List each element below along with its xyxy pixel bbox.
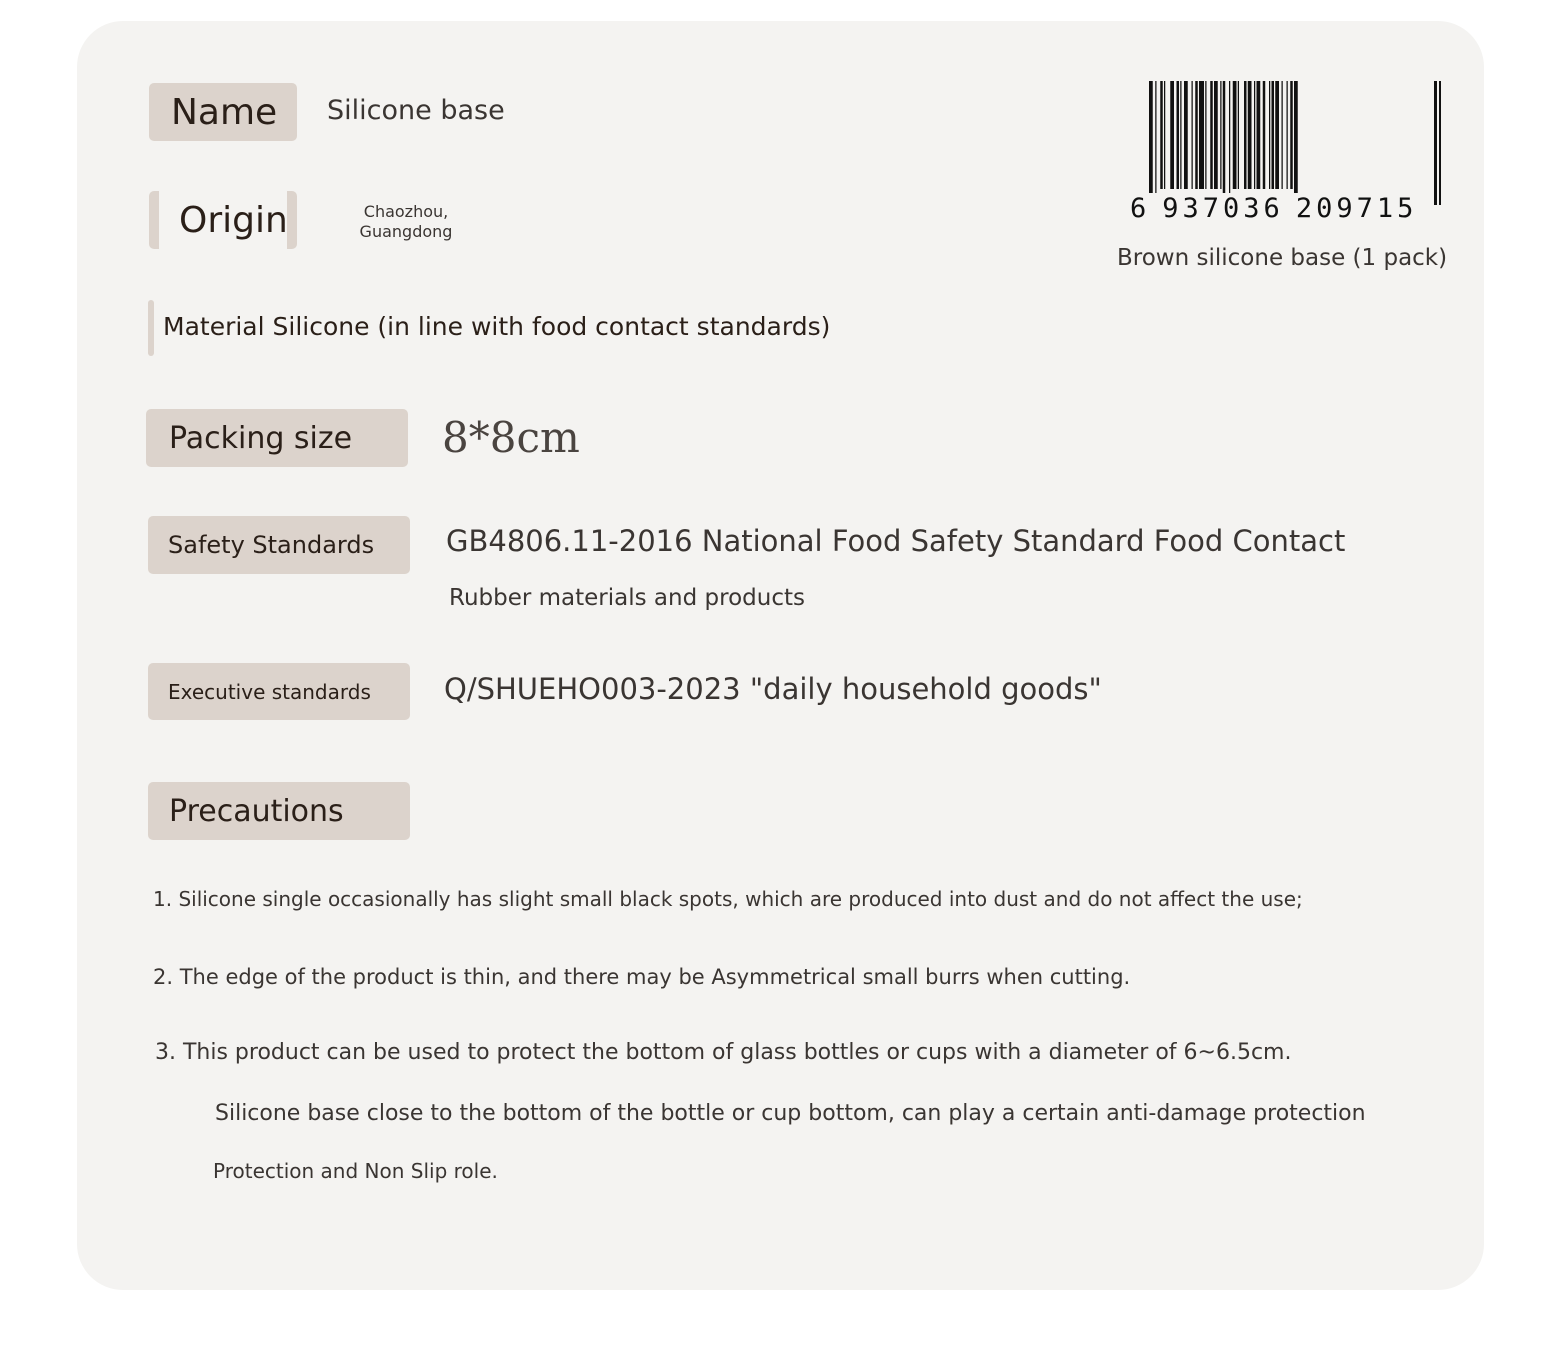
barcode-digits-group2: 209715 (1295, 193, 1418, 224)
barcode-bar (1192, 81, 1193, 189)
precaution-item-1: 1. Silicone single occasionally has slight small black spots, which are produced into dust and do not affect the use; (153, 887, 1303, 911)
origin-value (350, 202, 462, 242)
barcode-bar (1149, 81, 1153, 205)
barcode-bar (1244, 81, 1247, 189)
barcode-bar (1434, 81, 1437, 205)
barcode-bar (1223, 81, 1226, 205)
origin-label (149, 191, 297, 249)
barcode-bar (1294, 81, 1298, 205)
material-accent (148, 300, 154, 356)
barcode-bar (1184, 81, 1188, 189)
origin-label-text: Origin (179, 199, 288, 241)
name-value: Silicone base (327, 95, 505, 126)
executive-label-text: Executive standards (168, 679, 371, 704)
barcode-bar (1155, 81, 1156, 205)
executive-value: Q/SHUEHO003-2023 "daily household goods" (444, 672, 1102, 706)
barcode-bar (1238, 81, 1239, 189)
barcode-bar (1275, 81, 1279, 189)
barcode-bar (1254, 81, 1255, 189)
barcode-bar (1269, 81, 1270, 189)
precaution-item-3-continued: Silicone base close to the bottom of the bottle or cup bottom, can play a certain anti-damage protection (215, 1101, 1366, 1126)
barcode-bar (1195, 81, 1198, 189)
name-label-text: Name (171, 91, 278, 133)
barcode-bar (1170, 81, 1174, 189)
material-text: Material Silicone (in line with food contact standards) (163, 312, 831, 341)
precautions-label (148, 782, 410, 840)
safety-label (148, 516, 410, 574)
barcode-bar (1233, 81, 1237, 189)
barcode-bar (1199, 81, 1204, 189)
barcode-digits-group1: 937036 (1162, 193, 1284, 224)
barcode-digit-first: 6 (1130, 193, 1151, 224)
safety-label-text: Safety Standards (168, 531, 375, 559)
origin-value-line1: Chaozhou, (363, 202, 449, 221)
origin-value-line2: Guangdong (359, 222, 453, 241)
packing-value: 8*8cm (442, 413, 580, 462)
barcode-bar (1439, 81, 1441, 205)
safety-value-line1: GB4806.11-2016 National Food Safety Standard Food Contact (446, 524, 1346, 558)
barcode-bar (1257, 81, 1261, 189)
barcode-bar (1177, 81, 1180, 189)
barcode-bar (1287, 81, 1288, 189)
barcode-icon (1147, 81, 1443, 207)
packing-label (146, 409, 408, 467)
barcode-bar (1282, 81, 1283, 189)
barcode-bar (1160, 81, 1163, 189)
safety-value-line2: Rubber materials and products (449, 585, 805, 611)
barcode-bar (1290, 81, 1293, 189)
barcode-bar (1272, 81, 1275, 189)
barcode-bar (1220, 81, 1221, 189)
barcode-bar (1248, 81, 1252, 189)
executive-label (148, 663, 410, 720)
precaution-item-3-continued-2: Protection and Non Slip role. (213, 1159, 498, 1183)
barcode-bar (1180, 81, 1181, 189)
barcode-caption: Brown silicone base (1 pack) (1117, 245, 1448, 271)
barcode-bar (1164, 81, 1165, 189)
barcode-bar (1210, 81, 1213, 189)
precaution-item-2: 2. The edge of the product is thin, and there may be Asymmetrical small burrs when cutting. (153, 965, 1131, 989)
barcode-bar (1229, 81, 1230, 205)
precautions-label-text: Precautions (169, 793, 344, 829)
barcode-bar (1205, 81, 1206, 189)
precaution-item-3: 3. This product can be used to protect the bottom of glass bottles or cups with a diameter of 6~6.5cm. (155, 1040, 1292, 1065)
packing-label-text: Packing size (169, 420, 353, 456)
barcode-bar (1214, 81, 1218, 189)
name-label (149, 83, 297, 141)
barcode-digits (1128, 193, 1419, 224)
barcode-bar (1263, 81, 1266, 189)
